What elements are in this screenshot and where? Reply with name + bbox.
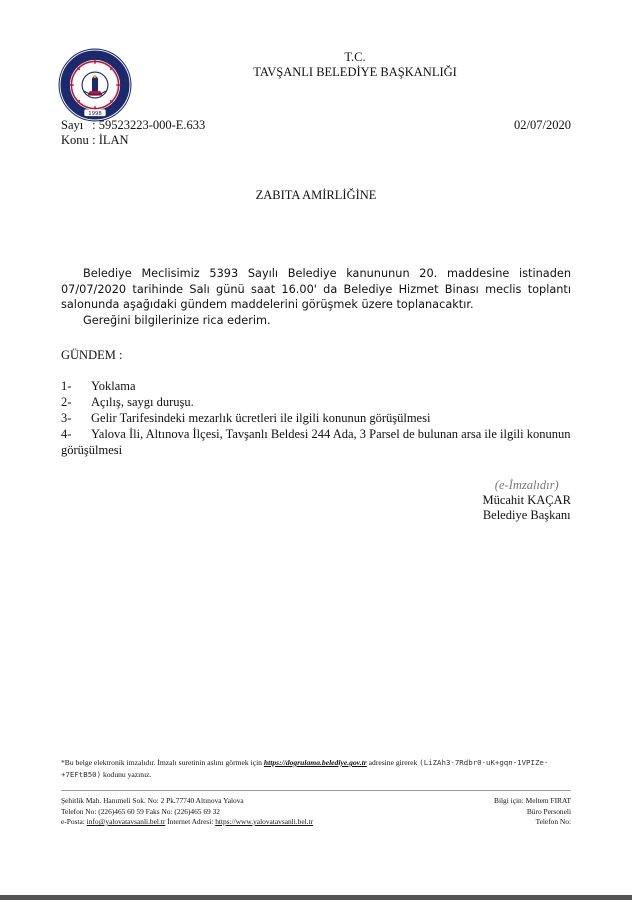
verification-text: adresine girerek [366,758,420,767]
municipality-seal-icon [57,47,133,123]
agenda-item [61,410,571,426]
body-paragraph: Belediye Meclisimiz 5393 Sayılı Belediye kanununun 20. maddesine istinaden 07/07/2020 tarihinde Salı günü saat 16.00' da Belediye Hizmet Binası meclis toplantı salonunda aşağıdaki gündem maddelerini görüşmek üzere toplanacaktır. [61,267,571,311]
web-label: İnternet Adresi: [165,817,216,826]
agenda-title: GÜNDEM : [61,348,123,362]
agenda-item-text: Yoklama [91,379,136,393]
konu-label: Konu [61,133,89,147]
footer-email-row [61,817,313,828]
agenda-list [61,378,571,458]
agenda-item-text: Açılış, saygı duruşu. [91,395,194,409]
verification-text: *Bu belge elektronik imzalıdır. İmzalı suretinin aslını görmek için [61,758,264,767]
website-link[interactable]: https://www.yalovatavsanli.bel.tr [215,817,314,826]
header-line-institution: TAVŞANLI BELEDİYE BAŞKANLIĞI [253,65,457,79]
addressee: ZABITA AMİRLİĞİNE [255,188,377,202]
document-meta [61,118,205,148]
letter-body [61,266,571,328]
verification-note [61,757,571,781]
verification-text: kodunu yazınız. [101,770,152,779]
konu-value: : İLAN [92,133,129,147]
agenda-item-number: 1- [61,379,72,393]
closing-paragraph: Gereğini bilgilerinize rica ederim. [83,313,271,327]
signatory-title: Belediye Başkanı [482,508,571,522]
footer-contact [61,796,313,828]
svg-text:1998: 1998 [88,111,102,118]
footer-divider [61,790,571,791]
page-bottom-edge [0,895,632,900]
verification-link[interactable]: https://dogrulama.belediye.gov.tr [263,758,367,767]
agenda-item-number: 3- [61,411,72,425]
info-role: Büro Personeli [526,806,571,816]
sayi-row [61,118,205,133]
agenda-item-text: Gelir Tarifesindeki mezarlık ücretleri ile ilgili konunun görüşülmesi [91,411,431,425]
konu-row [61,133,205,148]
e-signature-note: (e-İmzalıdır) [494,478,559,492]
agenda-item-number: 2- [61,395,72,409]
sayi-label: Sayı [61,118,84,132]
signature-block [482,478,571,523]
letterhead [190,50,520,80]
footer-phone: Telefon No: (226)465 60 59 Faks No: (226)465 69 32 [61,806,220,816]
signatory-name: Mücahit KAÇAR [482,493,571,507]
agenda-item-text: Yalova İli, Altınova İlçesi, Tavşanlı Beldesi 244 Ada, 3 Parsel de bulunan arsa ile ilgili konunun görüşülmesi [61,427,571,457]
email-label: e-Posta: [61,817,87,826]
info-phone: Telefon No: [535,817,571,826]
footer-info [494,796,571,828]
agenda-item [61,378,571,394]
email-link[interactable]: info@yalovatavsanli.bel.tr [86,817,166,826]
footer-address: Şehitlik Mah. Hanımeli Sok. No: 2 Pk.77740 Altınova Yalova [61,796,244,805]
municipality-logo [57,47,133,123]
sayi-value: : 59523223-000-E.633 [92,118,206,132]
verification-code: (LiZAh3-7Rdbr0-uK+gqn-1VPIZe-+7EFtB50) [61,758,549,779]
agenda-item [61,426,571,458]
info-contact: Bilgi için: Meltem FIRAT [494,796,571,805]
header-line-tc: T.C. [344,50,366,64]
document-date: 02/07/2020 [514,118,571,132]
agenda-item-number: 4- [61,427,72,441]
agenda-item [61,394,571,410]
